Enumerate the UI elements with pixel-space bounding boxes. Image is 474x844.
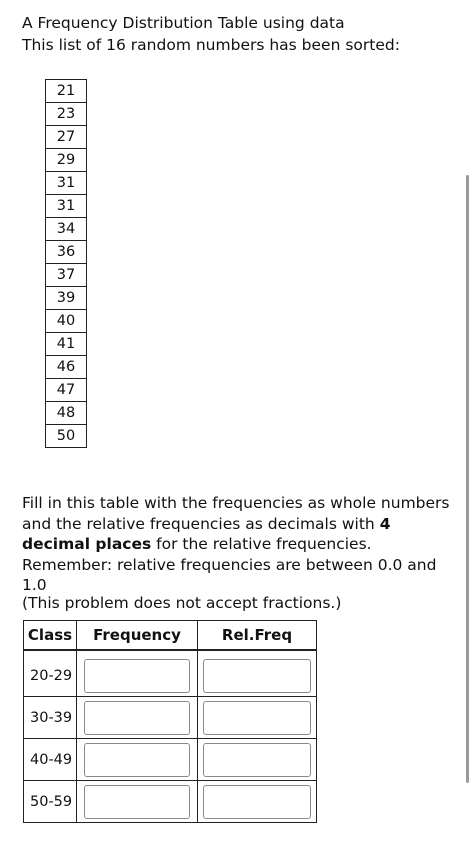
frequency-header: Frequency (77, 621, 198, 651)
rel-freq-cell (198, 697, 317, 739)
number-cell: 39 (46, 287, 87, 310)
number-cell: 23 (46, 103, 87, 126)
table-row (24, 650, 317, 697)
frequency-input[interactable] (84, 659, 190, 693)
class-label: 40-49 (24, 739, 77, 781)
list-item (46, 425, 87, 448)
list-item (46, 264, 87, 287)
instructions-text (22, 493, 452, 596)
number-cell: 31 (46, 172, 87, 195)
no-fractions-note: (This problem does not accept fractions.) (22, 594, 342, 612)
number-cell: 34 (46, 218, 87, 241)
list-item (46, 103, 87, 126)
frequency-cell (77, 739, 198, 781)
page-heading (22, 12, 400, 56)
rel-freq-input[interactable] (203, 659, 311, 693)
rel-freq-cell (198, 650, 317, 697)
number-cell: 27 (46, 126, 87, 149)
number-cell: 47 (46, 379, 87, 402)
page-subtitle: This list of 16 random numbers has been sorted: (22, 36, 400, 54)
rel-freq-cell (198, 781, 317, 823)
instructions-part1: Fill in this table with the frequencies as whole numbers and the relative frequencies as decimals with (22, 494, 450, 533)
number-cell: 37 (46, 264, 87, 287)
rel-freq-input[interactable] (203, 743, 311, 777)
list-item (46, 241, 87, 264)
table-row (24, 781, 317, 823)
list-item (46, 80, 87, 103)
class-label: 20-29 (24, 650, 77, 697)
number-cell: 21 (46, 80, 87, 103)
list-item (46, 333, 87, 356)
instructions-bold: 4 decimal places (22, 514, 391, 553)
rel-freq-cell (198, 739, 317, 781)
class-label: 30-39 (24, 697, 77, 739)
number-cell: 46 (46, 356, 87, 379)
number-cell: 50 (46, 425, 87, 448)
list-item (46, 379, 87, 402)
table-header-row (24, 621, 317, 651)
frequency-cell (77, 781, 198, 823)
rel-freq-input[interactable] (203, 785, 311, 819)
list-item (46, 287, 87, 310)
list-item (46, 172, 87, 195)
table-row (24, 739, 317, 781)
number-cell: 41 (46, 333, 87, 356)
number-cell: 31 (46, 195, 87, 218)
frequency-cell (77, 697, 198, 739)
rel-freq-header: Rel.Freq (198, 621, 317, 651)
frequency-table (23, 620, 317, 823)
page-title: A Frequency Distribution Table using data (22, 14, 345, 32)
frequency-input[interactable] (84, 785, 190, 819)
list-item (46, 218, 87, 241)
class-header: Class (24, 621, 77, 651)
number-cell: 40 (46, 310, 87, 333)
sorted-numbers-list (45, 79, 87, 448)
list-item (46, 195, 87, 218)
list-item (46, 149, 87, 172)
list-item (46, 356, 87, 379)
instructions-part2: for the relative frequencies. Remember: relative frequencies are between 0.0 and 1.0 (22, 535, 437, 594)
list-item (46, 402, 87, 425)
frequency-cell (77, 650, 198, 697)
number-cell: 29 (46, 149, 87, 172)
number-cell: 36 (46, 241, 87, 264)
list-item (46, 126, 87, 149)
rel-freq-input[interactable] (203, 701, 311, 735)
frequency-input[interactable] (84, 743, 190, 777)
list-item (46, 310, 87, 333)
number-cell: 48 (46, 402, 87, 425)
table-row (24, 697, 317, 739)
frequency-input[interactable] (84, 701, 190, 735)
vertical-scrollbar[interactable] (466, 175, 469, 783)
class-label: 50-59 (24, 781, 77, 823)
